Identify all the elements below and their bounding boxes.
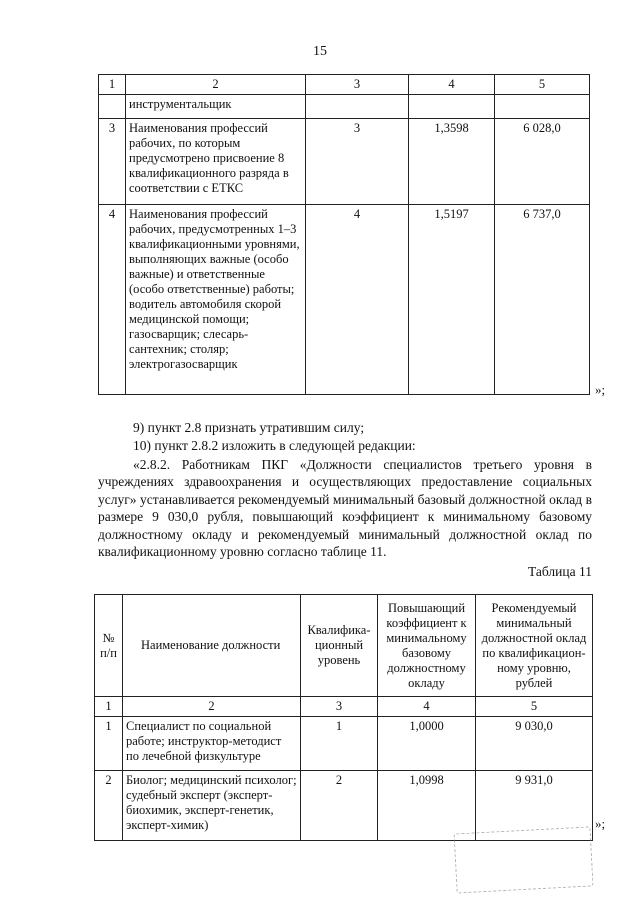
- table-index-row: [95, 697, 593, 717]
- table-row: [99, 95, 590, 119]
- row-salary: 6 028,0: [495, 119, 590, 205]
- col-index-1: 1: [99, 75, 126, 95]
- table1-closing-quote: »;: [595, 382, 606, 397]
- table-row: [99, 205, 590, 395]
- row-level: 4: [306, 205, 409, 395]
- stamp-border: [454, 826, 594, 893]
- row-level: 2: [301, 771, 378, 841]
- col-index-3: 3: [306, 75, 409, 95]
- header-salary: Рекомендуемый минимальный должностной оклад по квалификацион-ному уровню, рублей: [476, 595, 593, 697]
- col-index-1: 1: [95, 697, 123, 717]
- col-index-2: 2: [126, 75, 306, 95]
- row-coef: 1,5197: [409, 205, 495, 395]
- row-name: Наименования профессий рабочих, предусмотренных 1–3 квалификационными уровнями, выполняющих важные (особо важные) и ответственные (особо ответственные) работы; водитель автомобиля скорой медицинской помощи; газосварщик; слесарь-сантехник; столяр; электрогазосварщик: [126, 205, 306, 395]
- row-num: 1: [95, 717, 123, 771]
- row-coef: 1,0998: [378, 771, 476, 841]
- row-salary: 6 737,0: [495, 205, 590, 395]
- col-index-5: 5: [495, 75, 590, 95]
- table-caption: Таблица 11: [528, 564, 592, 579]
- header-num: № п/п: [95, 595, 123, 697]
- row-salary: 9 030,0: [476, 717, 593, 771]
- table-row: [95, 717, 593, 771]
- table2-closing-quote: »;: [595, 816, 606, 831]
- table-continued: [98, 74, 590, 395]
- table-header-row: [95, 595, 593, 697]
- col-index-3: 3: [301, 697, 378, 717]
- row-level: [306, 95, 409, 119]
- row-name: Наименования профессий рабочих, по которым предусмотрено присвоение 8 квалификационного разряда в соответствии с ЕТКС: [126, 119, 306, 205]
- col-index-4: 4: [409, 75, 495, 95]
- row-level: 1: [301, 717, 378, 771]
- table-index-row: [99, 75, 590, 95]
- faded-stamp: [454, 827, 592, 892]
- row-coef: [409, 95, 495, 119]
- item-9: 9) пункт 2.8 признать утратившим силу;: [133, 420, 365, 435]
- row-salary: 9 931,0: [476, 771, 593, 841]
- row-level: 3: [306, 119, 409, 205]
- row-name: инструментальщик: [126, 95, 306, 119]
- row-name: Специалист по социальной работе; инструктор-методист по лечебной физкультуре: [123, 717, 301, 771]
- row-coef: 1,3598: [409, 119, 495, 205]
- row-num: 4: [99, 205, 126, 395]
- row-num: 2: [95, 771, 123, 841]
- col-index-2: 2: [123, 697, 301, 717]
- header-coef: Повышающий коэффициент к минимальному базовому должностному окладу: [378, 595, 476, 697]
- item-10: 10) пункт 2.8.2 изложить в следующей редакции:: [133, 438, 416, 453]
- row-num: [99, 95, 126, 119]
- header-name: Наименование должности: [123, 595, 301, 697]
- table-row: [99, 119, 590, 205]
- col-index-4: 4: [378, 697, 476, 717]
- paragraph-2-8-2: «2.8.2. Работникам ПКГ «Должности специалистов третьего уровня в учреждениях здравоохранения и осуществляющих предоставление социальных услуг» устанавливается рекомендуемый минимальный базовый должностной оклад в размере 9 030,0 рубля, повышающий коэффициент к минимальному базовому должностному окладу и рекомендуемый минимальный должностной оклад по квалификационному уровню согласно таблице 11.: [98, 457, 592, 560]
- row-coef: 1,0000: [378, 717, 476, 771]
- row-name: Биолог; медицинский психолог; судебный эксперт (эксперт-биохимик, эксперт-генетик, эксперт-химик): [123, 771, 301, 841]
- header-level: Квалифика-ционный уровень: [301, 595, 378, 697]
- row-salary: [495, 95, 590, 119]
- col-index-5: 5: [476, 697, 593, 717]
- row-num: 3: [99, 119, 126, 205]
- table-11: [94, 594, 593, 841]
- page-number: 15: [313, 44, 327, 59]
